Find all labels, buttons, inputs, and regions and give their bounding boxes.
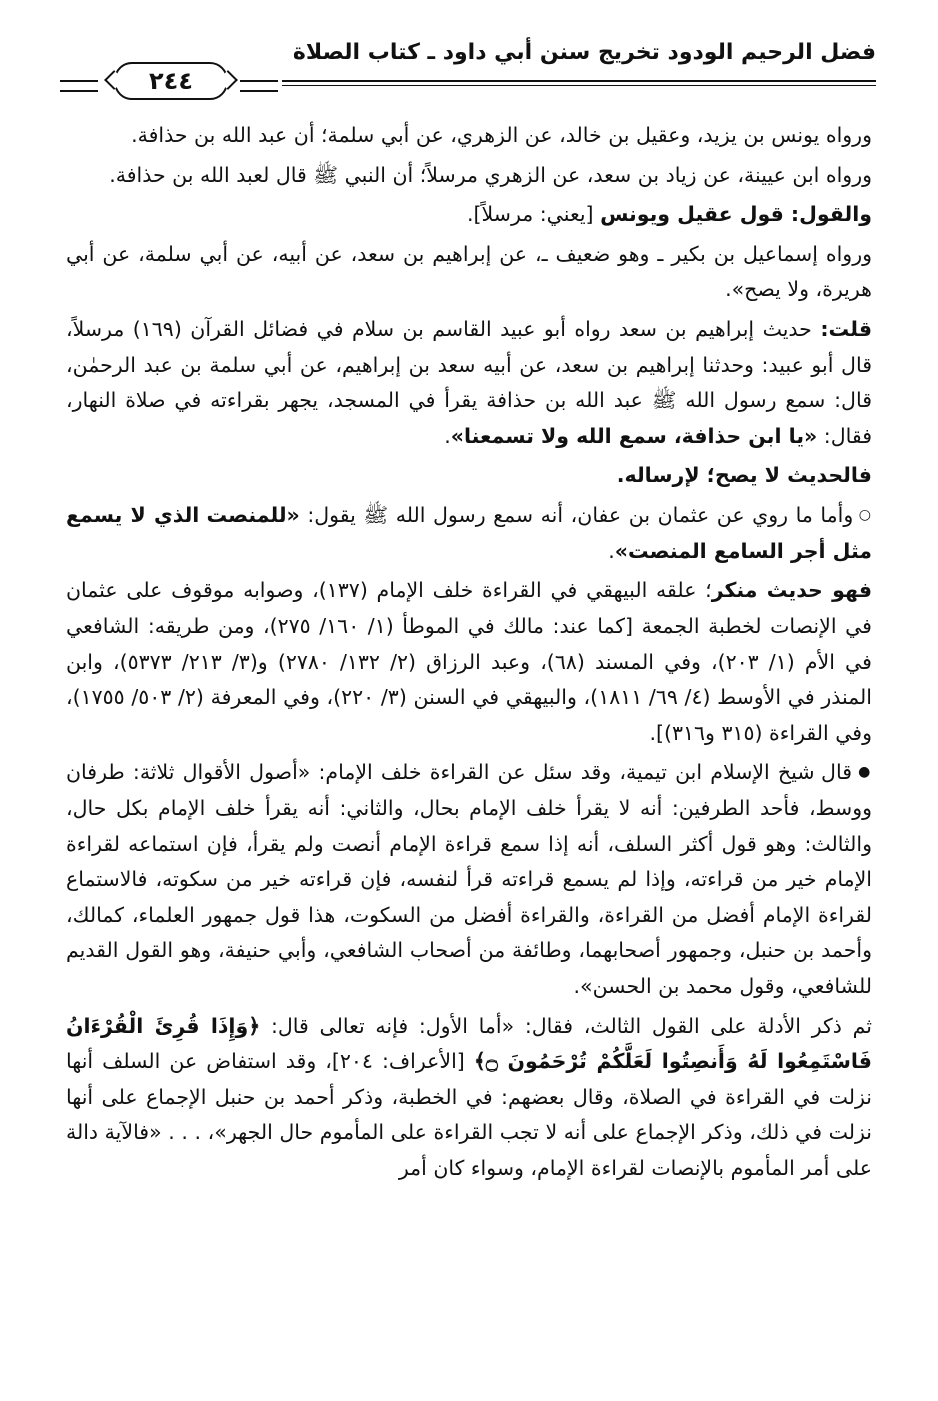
bold-text-segment: قلت: <box>820 316 873 341</box>
page-number-badge <box>56 60 282 100</box>
text-segment: وأما ما روي عن عثمان بن عفان، أنه سمع رسول الله ﷺ يقول: <box>299 502 854 527</box>
paragraph-p7 <box>66 498 872 569</box>
page-number: ٢٤٤ <box>149 67 193 95</box>
body-text <box>66 118 872 1191</box>
paragraph-p9 <box>66 755 872 1004</box>
text-segment: ورواه إسماعيل بن بكير ـ وهو ضعيف ـ، عن إبراهيم بن سعد، عن أبيه، عن أبي سلمة، عن أبي هريرة، ولا يصح». <box>66 241 872 302</box>
text-segment: ثم ذكر الأدلة على القول الثالث، فقال: «أما الأول: فإنه تعالى قال: <box>260 1013 872 1038</box>
text-segment: . <box>608 538 615 563</box>
text-segment: [الأعراف: ٢٠٤]، وقد استفاض عن السلف أنها نزلت في القراءة في الصلاة، وقال بعضهم: في الخطبة، وذكر أحمد بن حنبل الإجماع على أنها نزلت في ذلك، وذكر الإجماع على أنه لا تجب القراءة على المأموم حال الجهر»، . . . «فالآية دالة على أمر المأموم بالإنصات لقراءة الإمام، وسواء كان أمر <box>66 1049 872 1181</box>
bold-text-segment: فالحديث لا يصح؛ لإرساله. <box>616 463 872 488</box>
bold-text-segment: «للمنصت الذي لا يسمع مثل أجر السامع المنصت» <box>66 502 872 563</box>
paragraph-p2 <box>66 158 872 194</box>
paragraph-p8 <box>66 573 872 751</box>
paragraph-p3 <box>66 197 872 233</box>
paragraph-p4 <box>66 237 872 308</box>
paragraph-p1 <box>66 118 872 154</box>
bullet-marker: ● <box>852 764 872 781</box>
text-segment: قال شيخ الإسلام ابن تيمية، وقد سئل عن القراءة خلف الإمام: «أصول الأقوال ثلاثة: طرفان ووسط، فأحد الطرفين: أنه لا يقرأ خلف الإمام بحال، والثاني: أنه يقرأ خلف الإمام بكل حال، والثالث: وهو قول أكثر السلف، أنه إذا سمع قراءة الإمام أنصت ولم يقرأ، فإن استماعه لقراءة الإمام خير من قراءته، وإذا لم يسمع قراءته قرأ لنفسه، فإن قراءته خير من سكوته، فالاستماع لقراءة الإمام أفضل من القراءة، والقراءة أفضل من السكوت، هذا قول جمهور العلماء، كمالك، وأحمد بن حنبل، وجمهور أصحابهما، وطائفة من أصحاب الشافعي، وأبي حنيفة، وهو القول القديم للشافعي، وقول محمد بن الحسن». <box>66 760 872 999</box>
text-segment: ورواه ابن عيينة، عن زياد بن سعد، عن الزهري مرسلاً؛ أن النبي ﷺ قال لعبد الله بن حذافة. <box>109 162 872 187</box>
bold-text-segment: ﴿وَإِذَا قُرِئَ الْقُرْءَانُ فَاسْتَمِعُوا لَهُ وَأَنصِتُوا لَعَلَّكُمْ تُرْحَمُونَ ۝﴾ <box>66 1013 872 1074</box>
paragraph-p5 <box>66 312 872 454</box>
text-segment: ؛ علقه البيهقي في القراءة خلف الإمام (١٣٧)، وصوابه موقوف على عثمان في الإنصات لخطبة الجمعة [كما عند: مالك في الموطأ (١/ ١٦٠/ ٢٧٥)، ومن طريقه: الشافعي في الأم (١/ ٢٠٣)، وفي المسند (٦٨)، وعبد الرزاق (٢/ ١٣٢/ ٢٧٨٠) و(٣/ ٢١٣/ ٥٣٧٣)، وابن المنذر في الأوسط (٤/ ٦٩/ ١٨١١)، والبيهقي في السنن (٣/ ٢٢٠)، وفي المعرفة (٢/ ٥٠٣/ ١٧٥٥)، وفي القراءة (٣١٥ و٣١٦)]. <box>66 578 872 745</box>
ornament-dashes-right <box>240 80 278 92</box>
paragraph-p6 <box>66 458 872 494</box>
bold-text-segment: والقول: قول عقيل ويونس <box>600 202 872 227</box>
bold-text-segment: «يا ابن حذافة، سمع الله ولا تسمعنا» <box>450 423 818 448</box>
bullet-marker: ○ <box>853 507 873 524</box>
paragraph-p10 <box>66 1009 872 1187</box>
page-number-frame <box>114 62 228 100</box>
text-segment: . <box>444 423 451 448</box>
ornament-dashes-left <box>60 80 98 92</box>
running-header <box>56 38 876 100</box>
text-segment: ورواه يونس بن يزيد، وعقيل بن خالد، عن الزهري، عن أبي سلمة؛ أن عبد الله بن حذافة. <box>131 123 872 147</box>
text-segment: حديث إبراهيم بن سعد رواه أبو عبيد القاسم بن سلام في فضائل القرآن (١٦٩) مرسلاً، قال أبو عبيد: وحدثنا إبراهيم بن سعد، عن أبيه سعد بن إبراهيم، عن أبي سلمة بن عبد الرحمٰن، قال: سمع رسول الله ﷺ عبد الله بن حذافة يقرأ في المسجد، يجهر بقراءته في صلاة النهار، فقال: <box>66 316 872 448</box>
bold-text-segment: فهو حديث منكر <box>711 578 872 603</box>
text-segment: [يعني: مرسلاً]. <box>467 202 601 227</box>
header-title: فضل الرحيم الودود تخريج سنن أبي داود ـ كتاب الصلاة <box>292 40 876 65</box>
